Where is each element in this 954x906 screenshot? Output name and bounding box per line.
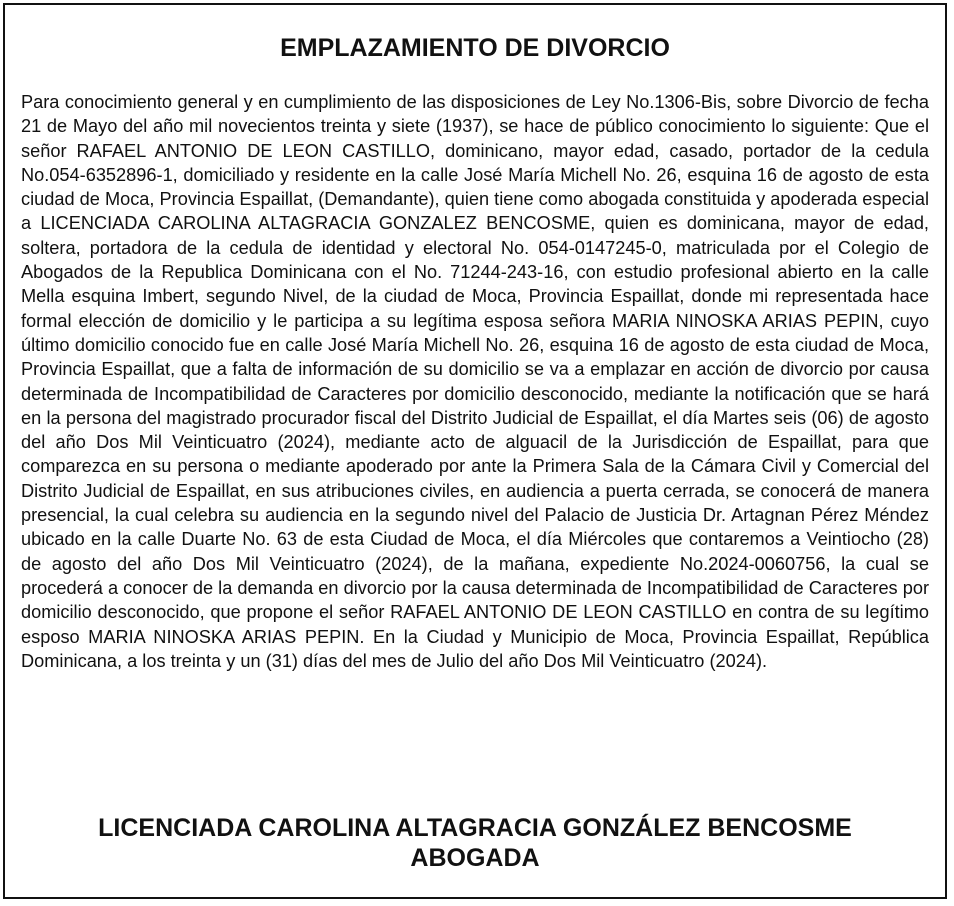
notice-body: Para conocimiento general y en cumplimiento de las disposiciones de Ley No.1306-Bis, sobre Divorcio de fecha 21 de Mayo del año mil novecientos treinta y siete (1937), se hace de público conocimiento lo siguiente: Que el señor RAFAEL ANTONIO DE LEON CASTILLO, dominicano, mayor edad, casado, portador de la cedula No.054-6352896-1, domiciliado y residente en la calle José María Michell No. 26, esquina 16 de agosto de esta ciudad de Moca, Provincia Espaillat, (Demandante), quien tiene como abogada constituida y apoderada especial a LICENCIADA CAROLINA ALTAGRACIA GONZALEZ BENCOSME, quien es dominicana, mayor de edad, soltera, portadora de la cedula de identidad y electoral No. 054-0147245-0, matriculada por el Colegio de Abogados de la Republica Dominicana con el No. 71244-243-16, con estudio profesional abierto en la calle Mella esquina Imbert, segundo Nivel, de la ciudad de Moca, Provincia Espaillat, donde mi representada hace formal elección de domicilio y le participa a su legítima esposa señora MARIA NINOSKA ARIAS PEPIN, cuyo último domicilio conocido fue en calle José María Michell No. 26, esquina 16 de agosto de esta ciudad de Moca, Provincia Espaillat, que a falta de información de su domicilio se va a emplazar en acción de divorcio por causa determinada de Incompatibilidad de Caracteres por domicilio desconocido, mediante la notificación que se hará en la persona del magistrado procurador fiscal del Distrito Judicial de Espaillat, el día Martes seis (06) de agosto del año Dos Mil Veinticuatro (2024), mediante acto de alguacil de la Jurisdicción de Espaillat, para que comparezca en su persona o mediante apoderado por ante la Primera Sala de la Cámara Civil y Comercial del Distrito Judicial de Espaillat, en sus atribuciones civiles, en audiencia a puerta cerrada, se conocerá de manera presencial, la cual celebra su audiencia en la segundo nivel del Palacio de Justicia Dr. Artagnan Pérez Méndez ubicado en la calle Duarte No. 63 de esta Ciudad de Moca, el día Miércoles que contaremos a Veintiocho (28) de agosto del año Dos Mil Veinticuatro (2024), de la mañana, expediente No.2024-0060756, la cual se procederá a conocer de la demanda en divorcio por la causa determinada de Incompatibilidad de Caracteres por domicilio desconocido, que propone el señor RAFAEL ANTONIO DE LEON CASTILLO en contra de su legítimo esposo MARIA NINOSKA ARIAS PEPIN. En la Ciudad y Municipio de Moca, Provincia Espaillat, República Dominicana, a los treinta y un (31) días del mes de Julio del año Dos Mil Veinticuatro (2024).: [21, 92, 929, 671]
signature-block: [5, 813, 945, 873]
signature-role: ABOGADA: [410, 844, 540, 872]
signature-name: LICENCIADA CAROLINA ALTAGRACIA GONZÁLEZ BENCOSME: [98, 814, 852, 842]
notice-frame: [3, 3, 947, 899]
notice-title: EMPLAZAMIENTO DE DIVORCIO: [280, 34, 670, 62]
